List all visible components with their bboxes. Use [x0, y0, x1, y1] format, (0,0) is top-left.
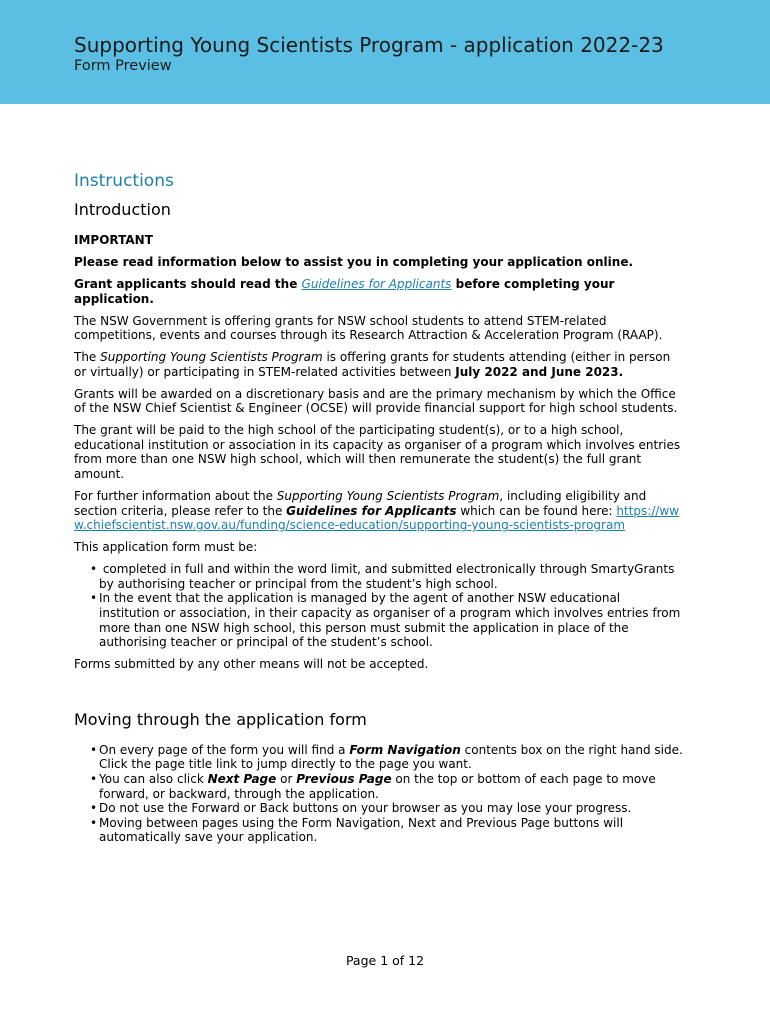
grant-applicants-text: Grant applicants should read the Guidelines for Applicants before completing your application. [74, 276, 615, 306]
paragraph-program-dates: The Supporting Young Scientists Program is offering grants for students attending (either in person or virtually) or participating in STEM-related activities between July 2022 and June 2023. [74, 350, 671, 379]
list-item: • completed in full and within the word limit, and submitted electronically through SmartyGrants by authorising teacher or principal from the student’s high school. [74, 562, 684, 591]
read-info-text: Please read information below to assist you in completing your application online. [74, 254, 634, 269]
paragraph-form-must-be: This application form must be: [74, 540, 258, 555]
paragraph-raap: The NSW Government is offering grants for NSW school students to attend STEM-related competitions, events and courses through its Research Attraction & Acceleration Program (RAAP). [74, 313, 663, 343]
navigation-list [74, 743, 684, 845]
page-title: Supporting Young Scientists Program - application 2022-23 [74, 33, 664, 57]
paragraph-other-means: Forms submitted by any other means will not be accepted. [74, 657, 429, 672]
list-item: • On every page of the form you will find a Form Navigation contents box on the right hand side. Click the page title link to jump directly to the page you want. [74, 743, 684, 772]
paragraph-payment: The grant will be paid to the high school of the participating student(s), or to a high school, educational institution or association in its capacity as organiser of a program which involves entries from more than one NSW high school, which will then remunerate the student(s) the full grant amount. [74, 423, 681, 482]
paragraph-further-info: For further information about the Supporting Young Scientists Program, including eligibility and section criteria, please refer to the Guidelines for Applicants which can be found here: https://www.chiefscientist.nsw.gov.au/funding/science-education/supporting-young-scientists-program [74, 489, 680, 533]
list-item: • In the event that the application is managed by the agent of another NSW educational institution or association, in their capacity as organiser of a program which involves entries from more than one NSW high school, this person must submit the application in place of the authorising teacher or principal of the student’s school. [74, 591, 684, 649]
page-subtitle: Form Preview [74, 58, 172, 74]
page-number: Page 1 of 12 [345, 953, 425, 968]
important-label: IMPORTANT [74, 233, 153, 247]
header-banner [0, 0, 770, 104]
main-content [74, 170, 684, 852]
list-item: • Moving between pages using the Form Navigation, Next and Previous Page buttons will automatically save your application. [74, 816, 684, 845]
chief-scientist-link[interactable]: https://www.chiefscientist.nsw.gov.au/funding/science-education/supporting-young-scientists-program [74, 503, 680, 533]
list-item: • You can also click Next Page or Previous Page on the top or bottom of each page to move forward, or backward, through the application. [74, 772, 684, 801]
requirements-list [74, 562, 684, 650]
list-item: • Do not use the Forward or Back buttons on your browser as you may lose your progress. [74, 801, 684, 816]
section-heading-introduction: Introduction [74, 200, 171, 219]
guidelines-link[interactable]: Guidelines for Applicants [301, 276, 452, 291]
section-heading-instructions: Instructions [74, 171, 174, 191]
paragraph-discretionary: Grants will be awarded on a discretionary basis and are the primary mechanism by which the Office of the NSW Chief Scientist & Engineer (OCSE) will provide financial support for high school students. [74, 386, 678, 416]
section-heading-moving: Moving through the application form [74, 709, 367, 729]
